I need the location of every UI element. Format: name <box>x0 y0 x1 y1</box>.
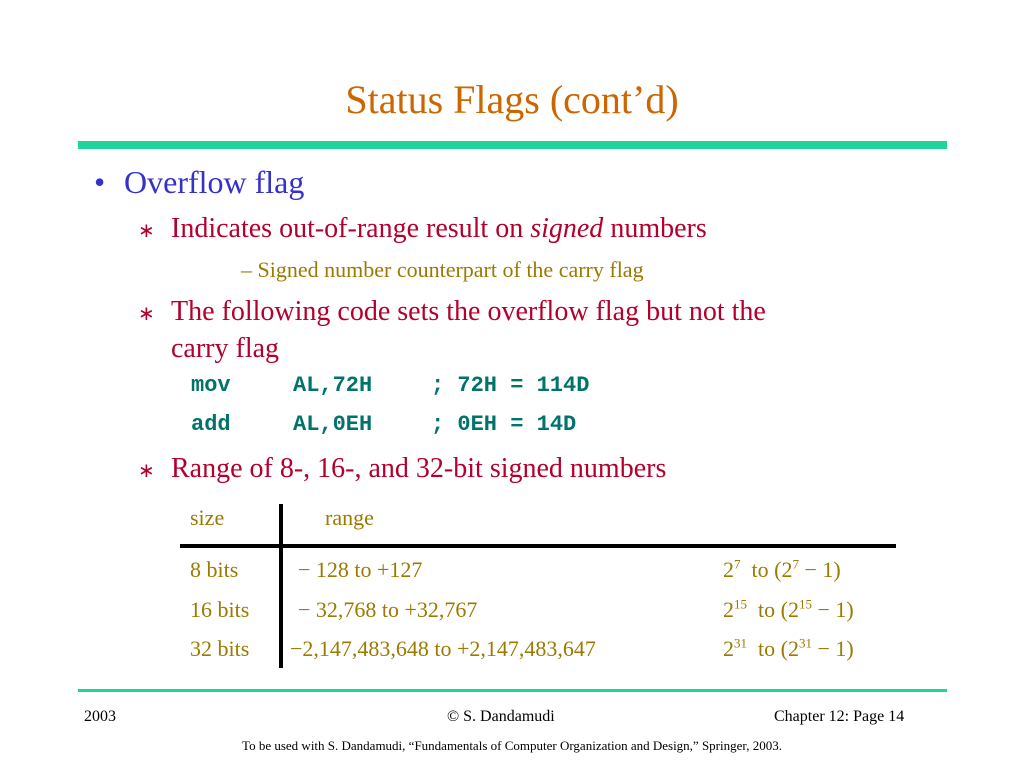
code-comment: ; 0EH = 14D <box>431 412 577 437</box>
sub-marker-3: ∗ <box>138 460 155 482</box>
slide-title: Status Flags (cont’d) <box>345 77 679 122</box>
code-line <box>191 373 589 398</box>
bullet-text: Overflow flag <box>124 164 305 200</box>
code-args: AL,72H <box>293 373 373 398</box>
detail-text: Signed number counterpart of the carry flag <box>257 257 644 282</box>
detail-marker: – <box>241 257 252 282</box>
sub1-pre: Indicates out-of-range result on <box>171 213 531 244</box>
table-cell-power: $2^{31}$ to $(2^{31} - 1)$ <box>723 635 854 661</box>
table-cell-size: 16 bits <box>190 597 250 622</box>
footer-author: © S. Dandamudi <box>447 708 555 725</box>
sub-item-range: Range of 8-, 16-, and 32-bit signed numbers <box>171 453 667 484</box>
sub1-emphasis: signed <box>530 213 604 244</box>
table-cell-range: − 32,768 to +32,767 <box>298 597 478 622</box>
table-header-size: size <box>190 505 225 530</box>
sub-marker-2: ∗ <box>138 303 155 325</box>
sub1-post: numbers <box>603 213 707 244</box>
code-comment: ; 72H = 114D <box>431 373 590 398</box>
table-cell-power: $2^{15}$ to $(2^{15} - 1)$ <box>723 596 854 622</box>
sub-item-code-intro <box>171 293 766 367</box>
sub2-line1: The following code sets the overflow flag but not the <box>171 296 766 327</box>
table-cell-size: 8 bits <box>190 557 239 582</box>
code-args: AL,0EH <box>293 412 373 437</box>
table-cell-range: −2,147,483,648 to +2,147,483,647 <box>290 636 596 661</box>
sub-item-indicates <box>171 210 707 247</box>
title-divider <box>78 141 947 149</box>
footer-year: 2003 <box>84 708 116 725</box>
table-header-range: range <box>325 505 374 530</box>
footer-note: To be used with S. Dandamudi, “Fundamentals of Computer Organization and Design,” Springer, 2003. <box>242 738 782 753</box>
code-op: add <box>191 412 231 437</box>
bullet-marker: • <box>94 164 106 200</box>
sub2-line2: carry flag <box>171 333 280 364</box>
footer-divider <box>78 689 947 692</box>
table-cell-size: 32 bits <box>190 636 250 661</box>
bullet-overflow-flag <box>94 164 304 201</box>
table-cell-range: − 128 to +127 <box>298 557 423 582</box>
code-op: mov <box>191 373 231 398</box>
detail-item <box>241 257 644 283</box>
table-cell-power: $2^7$ to $(2^7 - 1)$ <box>723 556 841 582</box>
table-header-rule <box>180 544 896 548</box>
code-line <box>191 412 576 437</box>
footer-page: Chapter 12: Page 14 <box>774 708 905 725</box>
sub-marker-1: ∗ <box>138 220 155 242</box>
table-column-rule <box>279 504 283 668</box>
